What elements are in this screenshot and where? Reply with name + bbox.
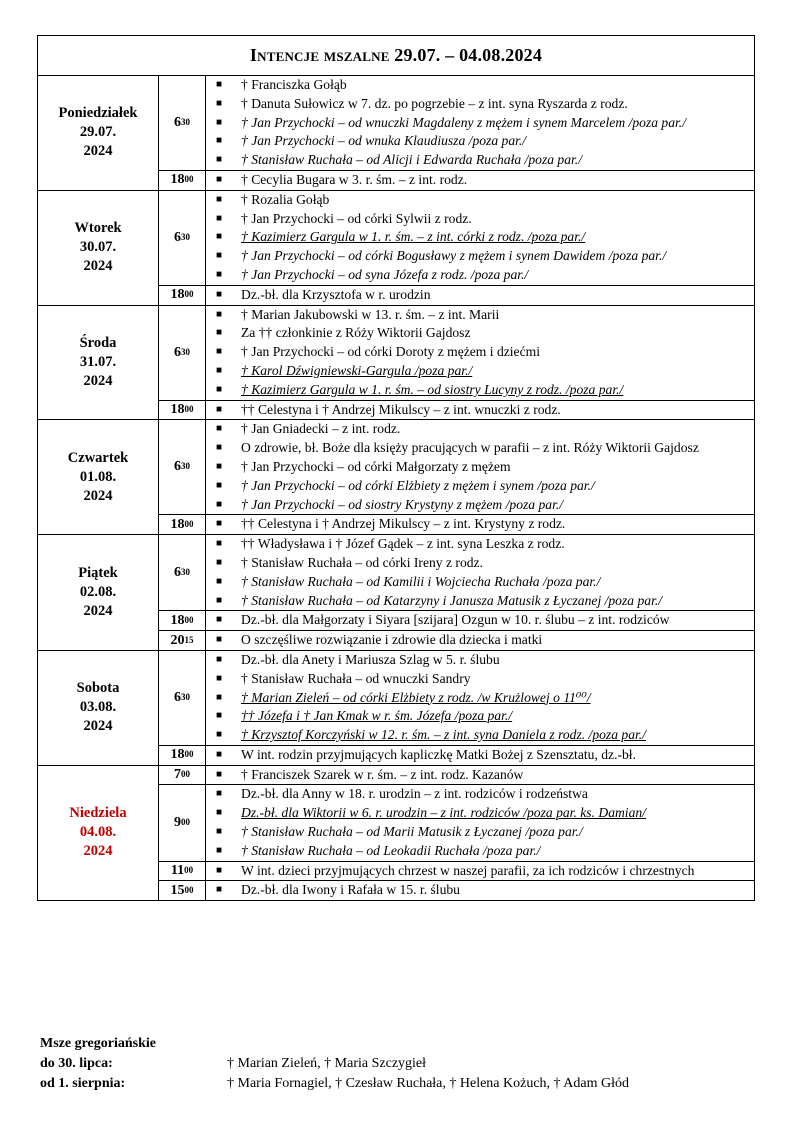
intention-item [213, 631, 748, 650]
intention-text: Dz.-bł. dla Anety i Mariusza Szlag w 5. r. ślubu [241, 651, 500, 667]
intention-list [206, 785, 754, 860]
intention-item [213, 766, 748, 785]
mass-row [159, 286, 754, 305]
intention-text: † Stanisław Ruchała – od Leokadii Ruchała /poza par./ [241, 842, 541, 858]
intention-item [213, 114, 748, 133]
intention-text: † Jan Przychocki – od córki Elżbiety z mężem i synem /poza par./ [241, 477, 595, 493]
intention-list [206, 515, 754, 534]
bullet-icon: ■ [216, 154, 223, 166]
bullet-icon: ■ [216, 768, 223, 780]
intention-text: Dz.-bł. dla Małgorzaty i Siyara [szijara] Ozgun w 10. r. ślubu – z int. rodziców [241, 612, 670, 628]
intention-item [213, 76, 748, 95]
bullet-icon: ■ [216, 788, 223, 800]
day-date: 02.08. [79, 584, 117, 601]
intention-item [213, 785, 748, 804]
bullet-icon: ■ [216, 116, 223, 128]
day-year: 2024 [83, 718, 113, 735]
intention-text: † Jan Przychocki – od syna Józefa z rodz. /poza par./ [241, 266, 529, 282]
day-date: 29.07. [79, 124, 117, 141]
intention-item [213, 95, 748, 114]
intention-item [213, 746, 748, 765]
bullet-icon: ■ [216, 346, 223, 358]
bullet-icon: ■ [216, 729, 223, 741]
table-title [38, 36, 754, 76]
mass-time [159, 515, 206, 534]
intention-text: † Franciszek Szarek w r. śm. – z int. rodz. Kazanów [241, 766, 524, 782]
bullet-icon: ■ [216, 403, 223, 415]
intention-item [213, 823, 748, 842]
day-name: Czwartek [67, 449, 129, 466]
day-date: 03.08. [79, 699, 117, 716]
mass-minutes: 00 [184, 749, 194, 760]
day-name: Poniedziałek [58, 105, 138, 122]
intention-text: W int. dzieci przyjmujących chrzest w naszej parafii, za ich rodziców i chrzestnych [241, 862, 695, 878]
intention-text: † Stanisław Ruchała – od Kamilii i Wojciecha Ruchała /poza par./ [241, 573, 601, 589]
masses [159, 535, 754, 650]
gregorian-heading: Msze gregoriańskie [40, 1036, 156, 1051]
mass-time [159, 535, 206, 610]
mass-time [159, 611, 206, 630]
intention-item [213, 496, 748, 515]
intention-item [213, 554, 748, 573]
bullet-icon: ■ [216, 327, 223, 339]
intention-text: † Jan Przychocki – od siostry Krystyny z mężem /poza par./ [241, 496, 564, 512]
mass-time [159, 881, 206, 900]
mass-minutes: 30 [181, 691, 190, 702]
intention-item [213, 611, 748, 630]
mass-row [159, 420, 754, 515]
intentions-table [37, 35, 755, 901]
intention-text: †† Józefa i † Jan Kmak w r. śm. Józefa /poza par./ [241, 708, 513, 724]
intention-text: O zdrowie, bł. Boże dla księży pracujących w parafii – z int. Róży Wiktorii Gajdosz [241, 440, 699, 456]
mass-minutes: 30 [181, 346, 190, 357]
intention-item [213, 401, 748, 420]
intention-item [213, 439, 748, 458]
mass-minutes: 30 [181, 116, 190, 127]
mass-minutes: 15 [184, 634, 194, 645]
mass-time [159, 76, 206, 170]
intention-text: † Krzysztof Korczyński w 12. r. śm. – z int. syna Daniela z rodz. /poza par./ [241, 727, 646, 743]
mass-hour: 6 [174, 564, 181, 580]
intention-list [206, 286, 754, 305]
intention-text: †† Celestyna i † Andrzej Mikulscy – z int. Krystyny z rodz. [241, 516, 566, 532]
gregorian-label: do 30. lipca: [40, 1056, 113, 1071]
day-year: 2024 [83, 258, 113, 275]
day-cell [38, 651, 159, 765]
intention-list [206, 191, 754, 285]
intention-item [213, 228, 748, 247]
intention-item [213, 266, 748, 285]
bullet-icon: ■ [216, 538, 223, 550]
bullet-icon: ■ [216, 748, 223, 760]
intention-text: Dz.-bł. dla Anny w 18. r. urodzin – z int. rodziców i rodzeństwa [241, 786, 588, 802]
intention-text: † Jan Przychocki – od córki Doroty z mężem i dziećmi [241, 344, 540, 360]
intention-item [213, 535, 748, 554]
intention-item [213, 343, 748, 362]
intention-text: † Jan Przychocki – od córki Sylwii z rodz. [241, 210, 472, 226]
bullet-icon: ■ [216, 250, 223, 262]
intention-text: Dz.-bł. dla Wiktorii w 6. r. urodzin – z int. rodziców /poza par. ks. Damian/ [241, 805, 646, 821]
bullet-icon: ■ [216, 212, 223, 224]
intention-list [206, 171, 754, 190]
mass-hour: 9 [174, 815, 181, 831]
mass-row [159, 651, 754, 746]
mass-row [159, 785, 754, 861]
intention-item [213, 306, 748, 325]
mass-row [159, 611, 754, 631]
day-cell [38, 535, 159, 650]
bullet-icon: ■ [216, 594, 223, 606]
mass-time [159, 785, 206, 860]
intention-text: † Jan Gniadecki – z int. rodz. [241, 421, 401, 437]
intention-text: Dz.-bł. dla Iwony i Rafała w 15. r. ślubu [241, 882, 460, 898]
mass-row [159, 862, 754, 882]
day-name: Piątek [78, 565, 118, 582]
day-row [38, 535, 754, 651]
day-row [38, 76, 754, 191]
intention-item [213, 324, 748, 343]
day-name: Niedziela [69, 805, 127, 822]
intention-list [206, 746, 754, 765]
bullet-icon: ■ [216, 288, 223, 300]
mass-time [159, 746, 206, 765]
bullet-icon: ■ [216, 231, 223, 243]
bullet-icon: ■ [216, 826, 223, 838]
mass-hour: 18 [170, 401, 185, 417]
day-name: Środa [79, 334, 117, 351]
mass-row [159, 171, 754, 190]
intention-item [213, 651, 748, 670]
mass-time [159, 191, 206, 285]
masses [159, 76, 754, 190]
mass-hour: 18 [170, 172, 185, 188]
intention-list [206, 76, 754, 170]
bullet-icon: ■ [216, 884, 223, 896]
mass-minutes: 00 [184, 614, 194, 625]
intention-text: † Stanisław Ruchała – od Marii Matusik z Łyczanej /poza par./ [241, 824, 583, 840]
intention-item [213, 670, 748, 689]
day-cell [38, 420, 159, 534]
intention-item [213, 362, 748, 381]
mass-hour: 7 [174, 767, 181, 783]
bullet-icon: ■ [216, 864, 223, 876]
bullet-icon: ■ [216, 807, 223, 819]
mass-time [159, 631, 206, 650]
intention-item [213, 573, 748, 592]
day-cell [38, 76, 159, 190]
intention-item [213, 726, 748, 745]
bullet-icon: ■ [216, 575, 223, 587]
mass-hour: 18 [170, 287, 185, 303]
bullet-icon: ■ [216, 383, 223, 395]
intention-text: † Franciszka Gołąb [241, 77, 347, 92]
masses [159, 191, 754, 305]
intention-item [213, 707, 748, 726]
mass-row [159, 306, 754, 401]
day-cell [38, 766, 159, 901]
intention-text: † Stanisław Ruchała – od córki Ireny z rodz. [241, 554, 483, 570]
bullet-icon: ■ [216, 308, 223, 320]
mass-minutes: 00 [181, 817, 190, 828]
gregorian-label: od 1. sierpnia: [40, 1076, 126, 1091]
intention-item [213, 592, 748, 611]
gregorian-row [40, 1074, 629, 1094]
mass-time [159, 766, 206, 785]
intention-text: † Kazimierz Gargula w 1. r. śm. – od siostry Lucyny z rodz. /poza par./ [241, 381, 624, 397]
intention-item [213, 477, 748, 496]
day-row [38, 420, 754, 535]
intention-list [206, 401, 754, 420]
intention-item [213, 171, 748, 190]
bullet-icon: ■ [216, 193, 223, 205]
intention-list [206, 420, 754, 514]
masses [159, 766, 754, 901]
intention-item [213, 210, 748, 229]
day-name: Sobota [76, 680, 120, 697]
intention-text: † Karol Dźwigniewski-Gargula /poza par./ [241, 362, 473, 378]
intention-text: Dz.-bł. dla Krzysztofa w r. urodzin [241, 286, 431, 302]
intention-text: †† Władysława i † Józef Gądek – z int. syna Leszka z rodz. [241, 536, 565, 552]
intention-text: † Jan Przychocki – od wnuczki Magdaleny z mężem i synem Marcelem /poza par./ [241, 114, 686, 130]
intention-text: † Marian Jakubowski w 13. r. śm. – z int. Marii [241, 306, 500, 322]
mass-hour: 11 [170, 863, 185, 879]
intention-text: Za †† członkinie z Róży Wiktorii Gajdosz [241, 325, 471, 341]
intention-item [213, 881, 748, 900]
intention-item [213, 842, 748, 861]
intention-item [213, 191, 748, 210]
day-name: Wtorek [74, 220, 122, 237]
intention-text: W int. rodzin przyjmujących kapliczkę Matki Bożej z Szensztatu, dz.-bł. [241, 746, 636, 762]
intention-item [213, 247, 748, 266]
mass-row [159, 535, 754, 611]
intention-item [213, 862, 748, 881]
mass-row [159, 766, 754, 786]
day-date: 01.08. [79, 468, 117, 485]
mass-minutes: 00 [184, 884, 194, 895]
intention-list [206, 611, 754, 630]
bullet-icon: ■ [216, 97, 223, 109]
mass-hour: 6 [174, 229, 181, 245]
bullet-icon: ■ [216, 498, 223, 510]
mass-hour: 18 [170, 516, 185, 532]
mass-hour: 6 [174, 344, 181, 360]
mass-row [159, 515, 754, 534]
mass-minutes: 00 [184, 518, 194, 529]
intention-text: † Kazimierz Gargula w 1. r. śm. – z int. córki z rodz. /poza par./ [241, 229, 586, 245]
day-date: 04.08. [79, 824, 117, 841]
mass-row [159, 881, 754, 900]
day-date: 30.07. [79, 239, 117, 256]
day-year: 2024 [83, 143, 113, 160]
intention-item [213, 689, 748, 708]
bullet-icon: ■ [216, 518, 223, 530]
intention-list [206, 651, 754, 745]
mass-minutes: 30 [181, 461, 190, 472]
bullet-icon: ■ [216, 423, 223, 435]
bullet-icon: ■ [216, 672, 223, 684]
bullet-icon: ■ [216, 634, 223, 646]
intention-item [213, 458, 748, 477]
bullet-icon: ■ [216, 79, 223, 90]
bullet-icon: ■ [216, 844, 223, 856]
intention-item [213, 515, 748, 534]
mass-time [159, 420, 206, 514]
intention-text: † Danuta Sułowicz w 7. dz. po pogrzebie – z int. syna Ryszarda z rodz. [241, 95, 628, 111]
day-year: 2024 [83, 603, 113, 620]
mass-time [159, 401, 206, 420]
bullet-icon: ■ [216, 135, 223, 147]
intention-text: †† Celestyna i † Andrzej Mikulscy – z int. wnuczki z rodz. [241, 401, 561, 417]
mass-time [159, 171, 206, 190]
masses [159, 651, 754, 765]
bullet-icon: ■ [216, 460, 223, 472]
mass-hour: 6 [174, 114, 181, 130]
day-date: 31.07. [79, 353, 117, 370]
intention-text: † Jan Przychocki – od córki Małgorzaty z mężem [241, 458, 511, 474]
day-year: 2024 [83, 843, 113, 860]
intention-list [206, 535, 754, 610]
intention-text: † Jan Przychocki – od córki Bogusławy z mężem i synem Dawidem /poza par./ [241, 248, 667, 264]
mass-hour: 18 [170, 747, 185, 763]
bullet-icon: ■ [216, 691, 223, 703]
gregorian-value: † Maria Fornagiel, † Czesław Ruchała, † Helena Kożuch, † Adam Głód [227, 1076, 630, 1091]
day-year: 2024 [83, 372, 113, 389]
intention-item [213, 286, 748, 305]
mass-row [159, 191, 754, 286]
bullet-icon: ■ [216, 614, 223, 626]
mass-hour: 18 [170, 612, 185, 628]
mass-minutes: 00 [181, 769, 190, 780]
mass-row [159, 401, 754, 420]
bullet-icon: ■ [216, 653, 223, 665]
bullet-icon: ■ [216, 710, 223, 722]
title-dates: 29.07. – 04.08.2024 [394, 45, 543, 65]
gregorian-row [40, 1054, 629, 1074]
intention-item [213, 132, 748, 151]
masses [159, 420, 754, 534]
day-cell [38, 306, 159, 420]
bullet-icon: ■ [216, 173, 223, 185]
day-row [38, 766, 754, 901]
intention-list [206, 306, 754, 400]
intention-list [206, 862, 754, 881]
intention-text: O szczęśliwe rozwiązanie i zdrowie dla dziecka i matki [241, 632, 543, 648]
day-cell [38, 191, 159, 305]
gregorian-masses [40, 1034, 629, 1094]
day-row [38, 306, 754, 421]
intention-text: † Jan Przychocki – od wnuka Klaudiusza /poza par./ [241, 133, 527, 149]
mass-row [159, 746, 754, 765]
mass-minutes: 00 [184, 865, 194, 876]
intention-item [213, 381, 748, 400]
intention-item [213, 804, 748, 823]
intention-list [206, 881, 754, 900]
intention-text: † Stanisław Ruchała – od wnuczki Sandry [241, 670, 471, 686]
mass-hour: 6 [174, 689, 181, 705]
day-row [38, 651, 754, 766]
bullet-icon: ■ [216, 364, 223, 376]
mass-time [159, 862, 206, 881]
day-year: 2024 [83, 487, 113, 504]
mass-minutes: 00 [184, 403, 194, 414]
intention-list [206, 631, 754, 650]
mass-time [159, 651, 206, 745]
mass-time [159, 286, 206, 305]
bullet-icon: ■ [216, 556, 223, 568]
mass-minutes: 00 [184, 174, 194, 185]
bullet-icon: ■ [216, 268, 223, 280]
day-row [38, 191, 754, 306]
mass-minutes: 30 [181, 231, 190, 242]
masses [159, 306, 754, 420]
mass-hour: 20 [170, 632, 185, 648]
intention-text: † Rozalia Gołąb [241, 191, 330, 207]
title-prefix: Intencje mszalne [249, 45, 390, 65]
intention-item [213, 420, 748, 439]
intention-list [206, 766, 754, 785]
mass-row [159, 76, 754, 171]
intention-text: † Stanisław Ruchała – od Alicji i Edwarda Ruchała /poza par./ [241, 152, 582, 168]
bullet-icon: ■ [216, 479, 223, 491]
mass-minutes: 30 [181, 566, 190, 577]
mass-minutes: 00 [184, 289, 194, 300]
mass-hour: 15 [170, 882, 185, 898]
intention-text: † Cecylia Bugara w 3. r. śm. – z int. rodz. [241, 171, 468, 187]
mass-time [159, 306, 206, 400]
intention-item [213, 151, 748, 170]
gregorian-value: † Marian Zieleń, † Maria Szczygieł [227, 1056, 427, 1071]
intention-text: † Stanisław Ruchała – od Katarzyny i Janusza Matusik z Łyczanej /poza par./ [241, 592, 663, 608]
intention-text: † Marian Zieleń – od córki Elżbiety z rodz. /w Krużlowej o 11⁰⁰/ [241, 689, 591, 705]
days-container [38, 76, 754, 900]
bullet-icon: ■ [216, 442, 223, 454]
mass-row [159, 631, 754, 650]
mass-hour: 6 [174, 459, 181, 475]
